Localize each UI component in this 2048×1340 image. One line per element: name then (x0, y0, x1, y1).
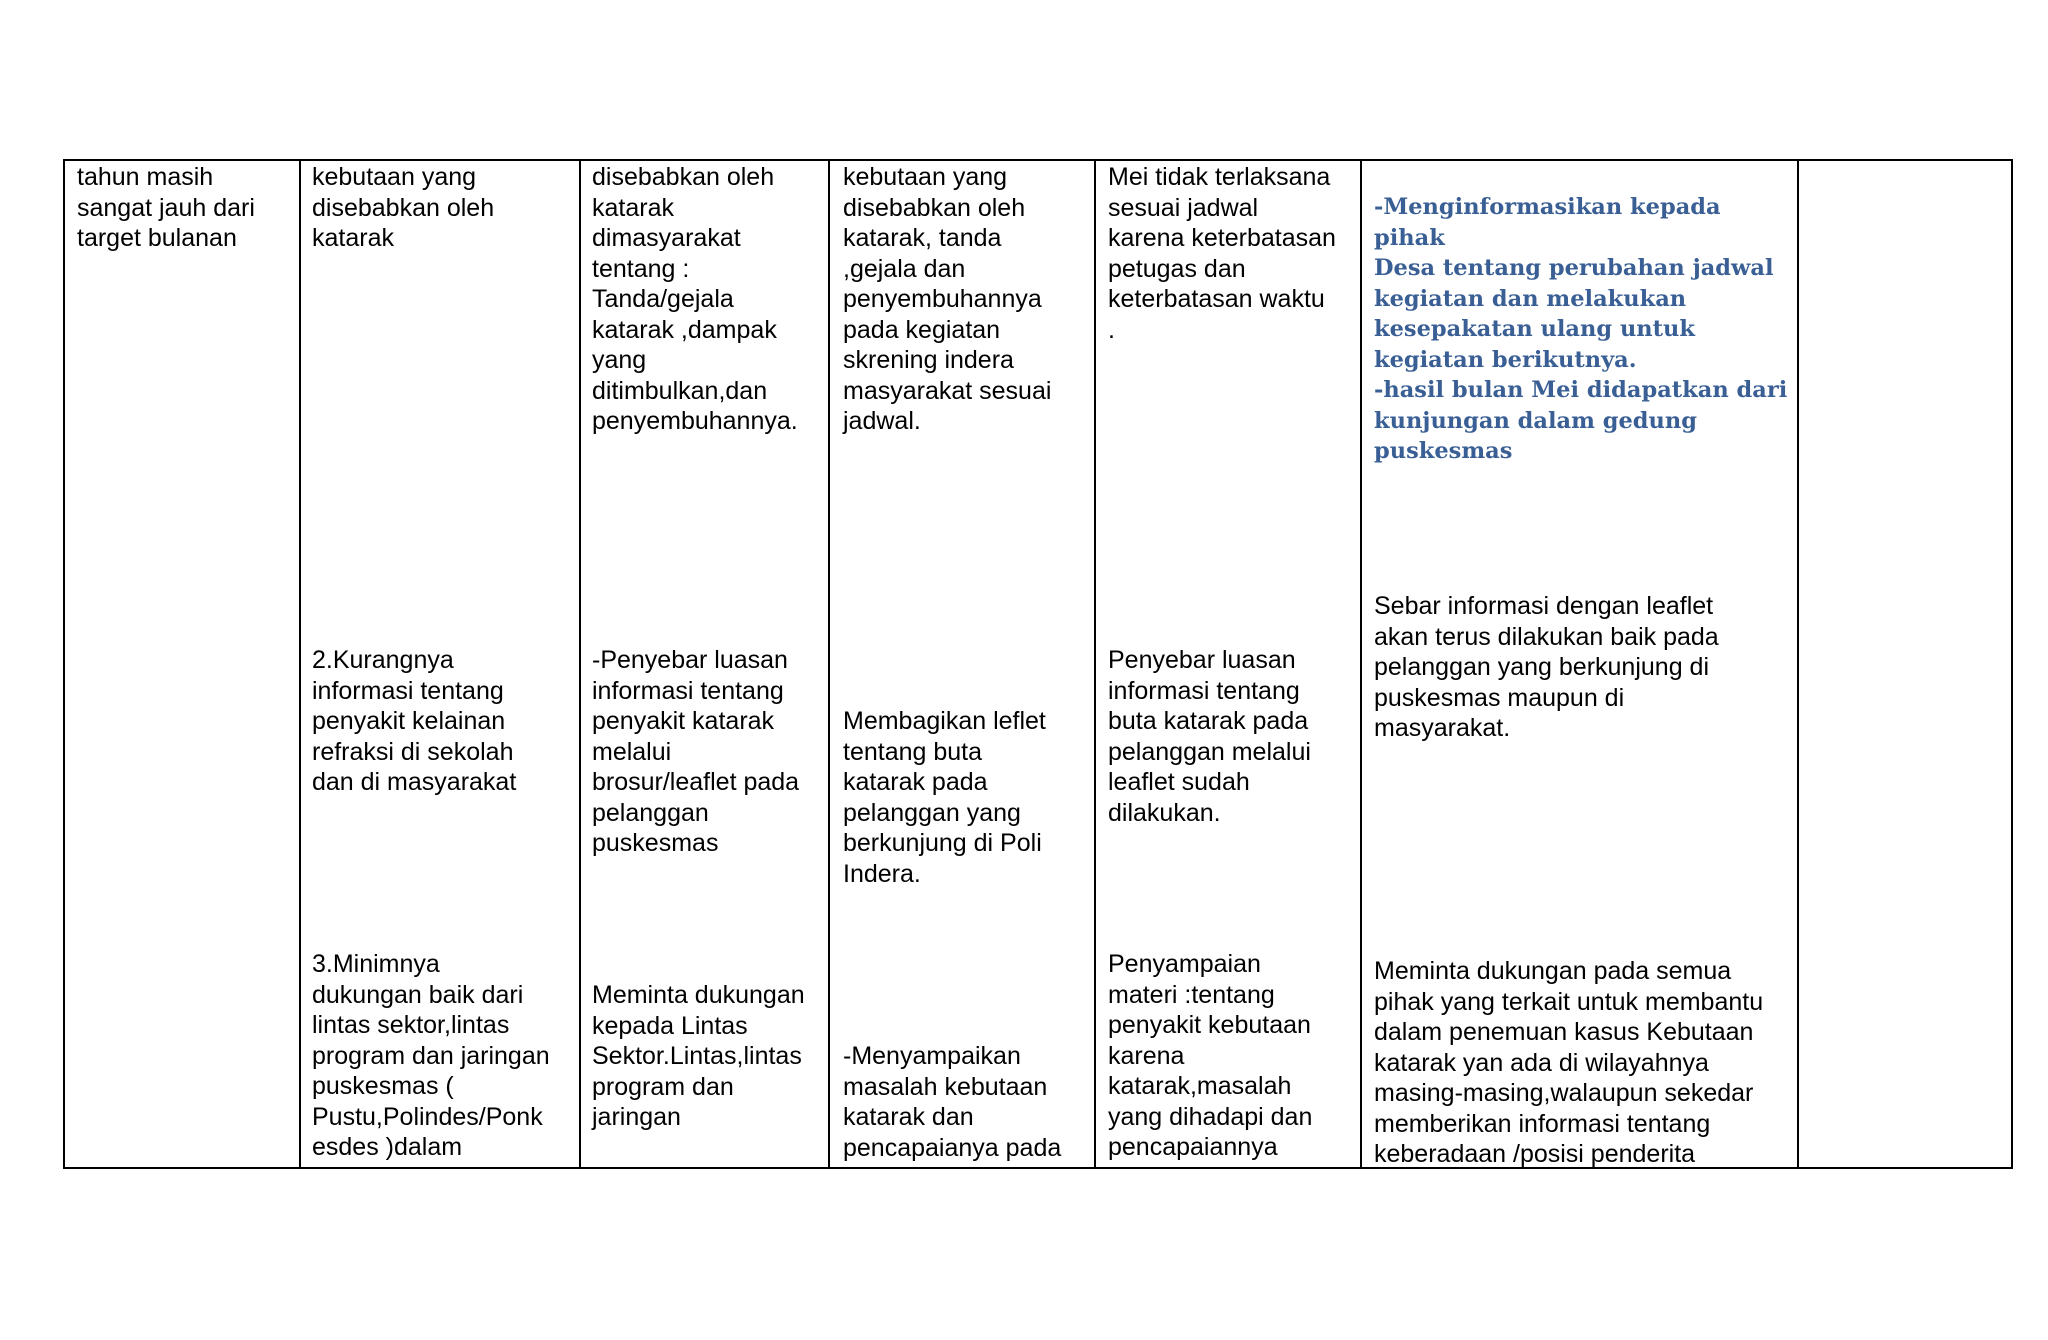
table-cell-text: Penyebar luasan informasi tentang buta katarak pada pelanggan melalui leaflet sudah dilakukan. (1108, 646, 1311, 827)
status-note: -Menginformasikan kepada pihak Desa tentang perubahan jadwal kegiatan dan melakukan kesepakatan ulang untuk kegiatan berikutnya. (1374, 194, 1774, 373)
table-cell-text: Membagikan leflet tentang buta katarak pada pelanggan yang berkunjung di Poli Indera. (843, 707, 1046, 888)
table-column-5 (1096, 161, 1362, 1167)
table-cell-text: Mei tidak terlaksana sesuai jadwal karena keterbatasan petugas dan keterbatasan waktu . (1108, 163, 1336, 344)
table-column-7 (1799, 161, 2011, 1167)
table-cell-text: tahun masih sangat jauh dari target bulanan (77, 163, 255, 252)
table-cell-text: Meminta dukungan kepada Lintas Sektor.Lintas,lintas program dan jaringan (592, 981, 805, 1131)
status-note: -hasil bulan Mei didapatkan dari kunjungan dalam gedung puskesmas (1374, 377, 1788, 464)
table-cell-text: kebutaan yang disebabkan oleh katarak (312, 163, 495, 252)
table-cell-text: disebabkan oleh katarak dimasyarakat tentang : Tanda/gejala katarak ,dampak yang ditimbulkan,dan penyembuhannya. (592, 163, 798, 435)
evaluation-table (63, 159, 2013, 1169)
table-column-3 (581, 161, 830, 1167)
table-cell-text: 3.Minimnya dukungan baik dari lintas sektor,lintas program dan jaringan puskesmas ( Pustu,Polindes/Ponk esdes )dalam (312, 950, 550, 1161)
table-cell-text: kebutaan yang disebabkan oleh katarak, tanda ,gejala dan penyembuhannya pada kegiatan skrening indera masyarakat sesuai jadwal. (843, 163, 1052, 435)
table-column-1 (65, 161, 301, 1167)
table-cell-text: 2.Kurangnya informasi tentang penyakit kelainan refraksi di sekolah dan di masyarakat (312, 646, 517, 796)
table-cell-text: Sebar informasi dengan leaflet akan terus dilakukan baik pada pelanggan yang berkunjung di puskesmas maupun di masyarakat. (1374, 592, 1719, 742)
table-cell-text: Meminta dukungan pada semua pihak yang terkait untuk membantu dalam penemuan kasus Kebutaan katarak yan ada di wilayahnya masing-masing,walaupun sekedar memberikan informasi tentang keberadaan /posisi penderita (1374, 957, 1764, 1168)
table-column-6 (1362, 161, 1799, 1167)
table-column-4 (830, 161, 1096, 1167)
table-cell-text: Penyampaian materi :tentang penyakit kebutaan karena katarak,masalah yang dihadapi dan pencapaiannya (1108, 950, 1313, 1161)
table-cell-text: -Penyebar luasan informasi tentang penyakit katarak melalui brosur/leaflet pada pelanggan puskesmas (592, 646, 800, 857)
table-cell-text: -Menyampaikan masalah kebutaan katarak dan pencapaianya pada (843, 1042, 1062, 1162)
table-column-2 (301, 161, 581, 1167)
